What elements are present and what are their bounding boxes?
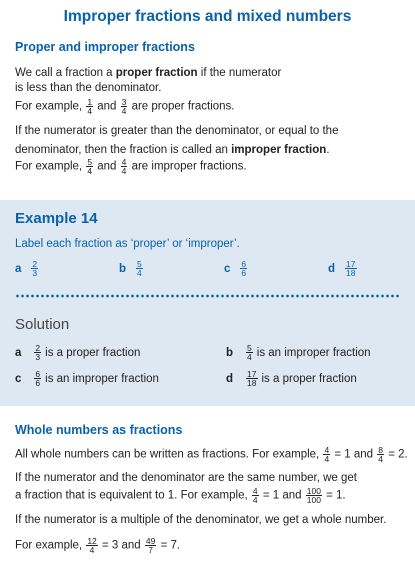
numerator: 4 (252, 486, 258, 496)
text: are proper fractions. (131, 100, 235, 113)
numerator: 3 (121, 97, 127, 107)
text: are improper fractions. (131, 160, 247, 173)
fraction (252, 487, 259, 504)
example-item-d (328, 260, 358, 277)
numerator: 2 (35, 343, 41, 353)
denominator: 3 (35, 352, 41, 362)
fraction (86, 98, 93, 115)
numerator: 12 (87, 536, 97, 546)
solution-text: is a proper fraction (261, 372, 357, 385)
denominator: 18 (247, 378, 257, 388)
text: = 1 and (334, 448, 374, 461)
numerator: 5 (87, 157, 93, 167)
numerator: 1 (87, 97, 93, 107)
item-letter: d (226, 372, 234, 385)
para1-line1 (15, 66, 281, 81)
para2-line3 (15, 158, 247, 175)
solution-item-c (15, 370, 159, 387)
solution-title: Solution (15, 316, 70, 333)
denominator: 4 (89, 545, 95, 555)
fraction (323, 446, 330, 463)
item-letter: b (226, 346, 234, 359)
para1-line2: is less than the denominator. (15, 82, 162, 94)
fraction (121, 158, 128, 175)
denominator: 6 (35, 378, 41, 388)
example-item-c (224, 260, 248, 277)
denominator: 4 (252, 495, 258, 505)
denominator: 4 (137, 268, 142, 278)
denominator: 4 (121, 166, 127, 176)
denominator: 4 (324, 454, 330, 464)
term-proper-fraction: proper fraction (115, 67, 198, 79)
fraction (246, 344, 253, 361)
para2-line2 (15, 143, 330, 158)
fraction (145, 537, 156, 554)
text: = 7. (160, 539, 181, 552)
numerator: 6 (241, 259, 247, 269)
item-letter: a (15, 262, 22, 275)
text: . (326, 144, 330, 156)
example-item-b (119, 260, 144, 277)
solution-text: is an improper fraction (45, 372, 159, 385)
whole-line5 (15, 537, 180, 554)
item-letter: d (328, 262, 336, 275)
fraction (34, 344, 41, 361)
numerator: 4 (324, 445, 330, 455)
text: We call a fraction a (15, 67, 116, 79)
denominator: 4 (378, 454, 384, 464)
text: = 1. (326, 489, 346, 502)
whole-line2: If the numerator and the denominator are the same number, we get (15, 472, 358, 484)
numerator: 5 (137, 259, 142, 269)
denominator: 18 (346, 268, 356, 278)
solution-item-d (226, 370, 357, 387)
denominator: 4 (87, 106, 93, 116)
denominator: 6 (241, 268, 247, 278)
para2-line1: If the numerator is greater than the denominator, or equal to the (15, 125, 339, 137)
whole-line1 (15, 446, 408, 463)
text: For example, (15, 100, 83, 113)
numerator: 49 (145, 536, 156, 546)
fraction (345, 260, 356, 277)
solution-item-a (15, 344, 140, 361)
text: and (97, 160, 117, 173)
fraction (86, 537, 97, 554)
numerator: 2 (32, 259, 38, 269)
denominator: 4 (121, 106, 127, 116)
term-improper-fraction: improper fraction (231, 144, 327, 156)
text: denominator, then the fraction is called an (15, 144, 232, 156)
text: = 1 and (262, 489, 302, 502)
text: For example, (15, 160, 83, 173)
example-item-a (15, 260, 39, 277)
numerator: 100 (306, 486, 321, 496)
example-instruction: Label each fraction as ‘proper’ or ‘improper’. (15, 238, 240, 250)
solution-text: is a proper fraction (45, 346, 141, 359)
text: For example, (15, 539, 83, 552)
text: = 2. (388, 448, 408, 461)
numerator: 5 (247, 343, 252, 353)
solution-item-b (226, 344, 371, 361)
denominator: 100 (306, 495, 321, 505)
fraction (306, 487, 322, 504)
text: All whole numbers can be written as fractions. For example, (15, 448, 320, 461)
text: = 3 and (101, 539, 141, 552)
section-heading-proper-improper: Proper and improper fractions (15, 40, 195, 54)
text: a fraction that is equivalent to 1. For example, (15, 489, 248, 502)
numerator: 4 (121, 157, 127, 167)
whole-line4: If the numerator is a multiple of the denominator, we get a whole number. (15, 514, 387, 526)
denominator: 4 (247, 352, 252, 362)
page-title: Improper fractions and mixed numbers (63, 8, 352, 25)
para1-line3 (15, 98, 235, 115)
denominator: 3 (32, 268, 38, 278)
whole-line3 (15, 487, 346, 504)
fraction (34, 370, 41, 387)
item-letter: a (15, 346, 22, 359)
example-title: Example 14 (15, 210, 98, 227)
text: if the numerator (197, 67, 282, 79)
fraction (246, 370, 257, 387)
text: and (97, 100, 117, 113)
numerator: 17 (247, 369, 257, 379)
solution-text: is an improper fraction (256, 346, 371, 359)
numerator: 8 (378, 445, 384, 455)
item-letter: c (224, 262, 231, 275)
denominator: 7 (148, 545, 153, 555)
item-letter: c (15, 372, 22, 385)
fraction (377, 446, 384, 463)
fraction (86, 158, 93, 175)
section-heading-whole-numbers: Whole numbers as fractions (15, 423, 183, 437)
fraction (136, 260, 143, 277)
fraction (31, 260, 38, 277)
numerator: 17 (346, 259, 356, 269)
fraction (121, 98, 128, 115)
denominator: 4 (87, 166, 93, 176)
fraction (240, 260, 247, 277)
dotted-divider (15, 294, 400, 298)
numerator: 6 (35, 369, 41, 379)
item-letter: b (119, 262, 127, 275)
